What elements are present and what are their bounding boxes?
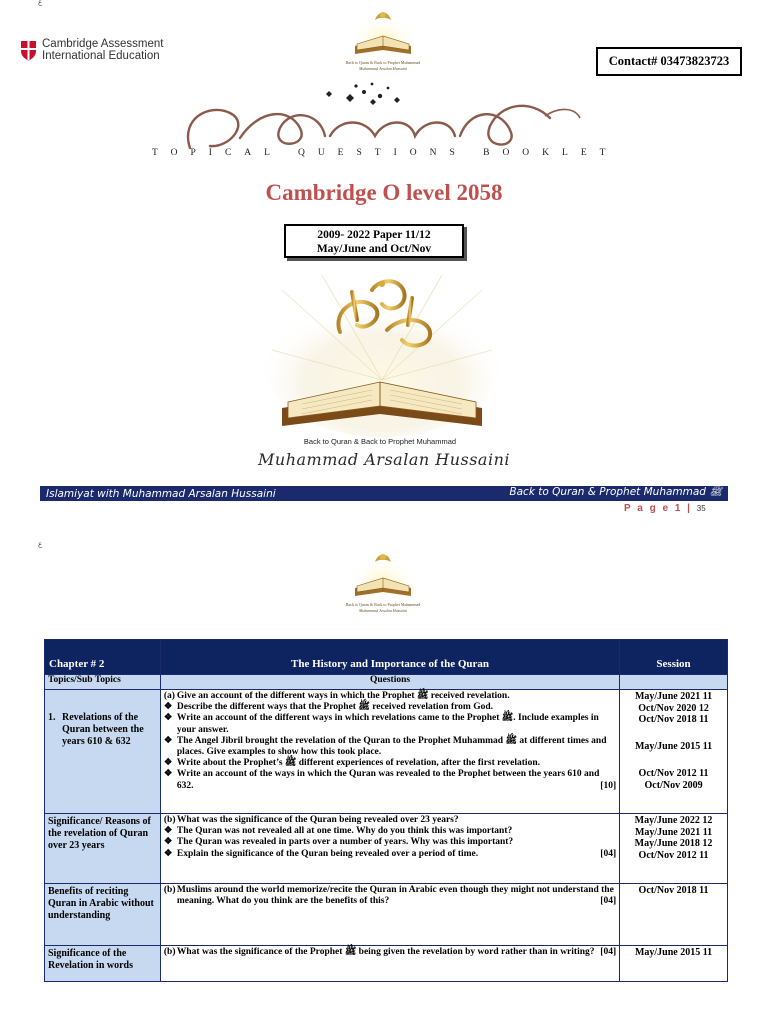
page-total: 35 <box>696 504 706 513</box>
corner-mark-2: ع <box>38 540 43 548</box>
question-item: (a) Give an account of the different ways in which the Prophet ﷺ received revelation. <box>163 691 510 701</box>
page-number <box>624 503 706 514</box>
emblem-caption-top: Back to Quran & Back to Prophet Muhammad <box>345 60 421 65</box>
question-item: ❖ Write an account of the ways in which the Quran was revealed to the Prophet between the years 610 and 632. [10] <box>163 769 617 791</box>
session-column-blank <box>620 675 728 690</box>
booklet-subtitle: TOPICAL QUESTIONS BOOKLET <box>152 148 619 158</box>
topic-cell <box>45 690 161 814</box>
question-item: ❖ Write an account of the different ways in which revelations came to the Prophet ﷺ. Include examples in your answer. <box>163 713 599 735</box>
topic-text: Significance/ Reasons of the revelation of Quran over 23 years <box>48 816 151 851</box>
islamiyat-script-title <box>150 78 619 173</box>
author-name: Muhammad Arsalan Hussaini <box>258 450 510 469</box>
session-cell: May/June 2022 12 May/June 2021 11 May/June 2018 12 Oct/Nov 2012 11 <box>620 814 728 884</box>
questions-cell <box>160 946 619 982</box>
main-title: Cambridge O level 2058 <box>265 180 503 205</box>
topic-text: Benefits of reciting Quran in Arabic without understanding <box>48 886 154 921</box>
emblem2-caption-name: Muhammad Arsalan Hussaini <box>359 608 407 613</box>
table-row <box>45 690 728 814</box>
topic-number: 1. <box>48 712 56 723</box>
topic-text: Revelations of the Quran between the years 610 & 632 <box>62 712 144 747</box>
session-cell: May/June 2015 11 <box>620 946 728 982</box>
table-row <box>45 946 728 982</box>
paper-line2: May/June and Oct/Nov <box>316 243 432 255</box>
questions-cell <box>160 884 619 946</box>
marks: [04] <box>600 848 617 859</box>
cambridge-line1: Cambridge Assessment <box>42 38 164 50</box>
question-item: ❖ Describe the different ways that the Prophet ﷺ received revelation from God. <box>163 702 494 713</box>
questions-cell <box>160 690 619 814</box>
topic-text: Significance of the Revelation in words <box>48 948 133 971</box>
question-item: (b) What was the significance of the Quran being revealed over 23 years? <box>163 815 459 825</box>
questions-cell <box>160 814 619 884</box>
question-item: ❖ Write about the Prophet’s ﷺ different experiences of revelation, after the first revelation. <box>163 758 540 769</box>
topic-cell <box>45 884 161 946</box>
corner-mark: ع <box>38 0 43 6</box>
questions-table <box>44 639 728 982</box>
topics-column-header: Topics/Sub Topics <box>45 675 161 690</box>
question-item: ❖ The Quran was not revealed all at one time. Why do you think this was important? <box>163 826 513 837</box>
topic-cell <box>45 814 161 884</box>
contact-box: Contact# 03473823723 <box>596 47 742 76</box>
marks: [04] <box>600 947 617 957</box>
session-cell: Oct/Nov 2018 11 <box>620 884 728 946</box>
quran-book-illustration <box>262 270 502 440</box>
emblem-caption-name: Muhammad Arsalan Hussaini <box>359 66 407 71</box>
question-item: ❖ The Angel Jibril brought the revelation of the Quran to the Prophet Muhammad ﷺ at different times and places. Give examples to show how this took place. <box>163 735 607 758</box>
banner-left-text: Islamiyat with Muhammad Arsalan Hussaini <box>46 487 276 500</box>
emblem2-caption-top: Back to Quran & Back to Prophet Muhammad <box>345 602 421 607</box>
hero-caption: Back to Quran & Back to Prophet Muhammad <box>303 437 457 446</box>
cambridge-logo <box>20 35 180 65</box>
cambridge-line2: International Education <box>42 50 160 62</box>
chapter-title: The History and Importance of the Quran <box>160 640 619 675</box>
quran-emblem-icon-2 <box>345 548 421 604</box>
quran-emblem-icon <box>345 6 421 62</box>
paper-box <box>284 224 464 258</box>
column-header-row <box>45 675 728 690</box>
table-row <box>45 884 728 946</box>
question-item: (b) What was the significance of the Prophet ﷺ being given the revelation by word rather than in writing? [04] <box>163 947 617 957</box>
marks: [10] <box>600 780 617 791</box>
table-row <box>45 814 728 884</box>
topic-cell <box>45 946 161 982</box>
chapter-header-row <box>45 640 728 675</box>
chapter-label: Chapter # 2 <box>45 640 161 675</box>
question-item: ❖ Explain the significance of the Quran being revealed over a period of time. [04] <box>163 848 617 859</box>
questions-column-header: Questions <box>160 675 619 690</box>
banner-right-text: Back to Quran & Prophet Muhammad ﷺ <box>509 486 722 498</box>
footer-banner <box>40 486 728 501</box>
paper-line1: 2009- 2022 Paper 11/12 <box>317 229 431 241</box>
page-number-label: P a g e 1 | <box>624 503 692 514</box>
session-cell: May/June 2021 11 Oct/Nov 2020 12 Oct/Nov 2018 11 May/June 2015 11 Oct/Nov 2012 11 Oct/Nov 2009 <box>620 690 728 814</box>
cambridge-shield-icon <box>20 40 37 61</box>
session-header: Session <box>620 640 728 675</box>
question-item: ❖ The Quran was revealed in parts over a number of years. Why was this important? <box>163 837 514 848</box>
marks: [04] <box>600 896 617 907</box>
question-item: (b) Muslims around the world memorize/recite the Quran in Arabic even though they might not understand the meaning. What do you think are the benefits of this? [04] <box>163 885 617 907</box>
